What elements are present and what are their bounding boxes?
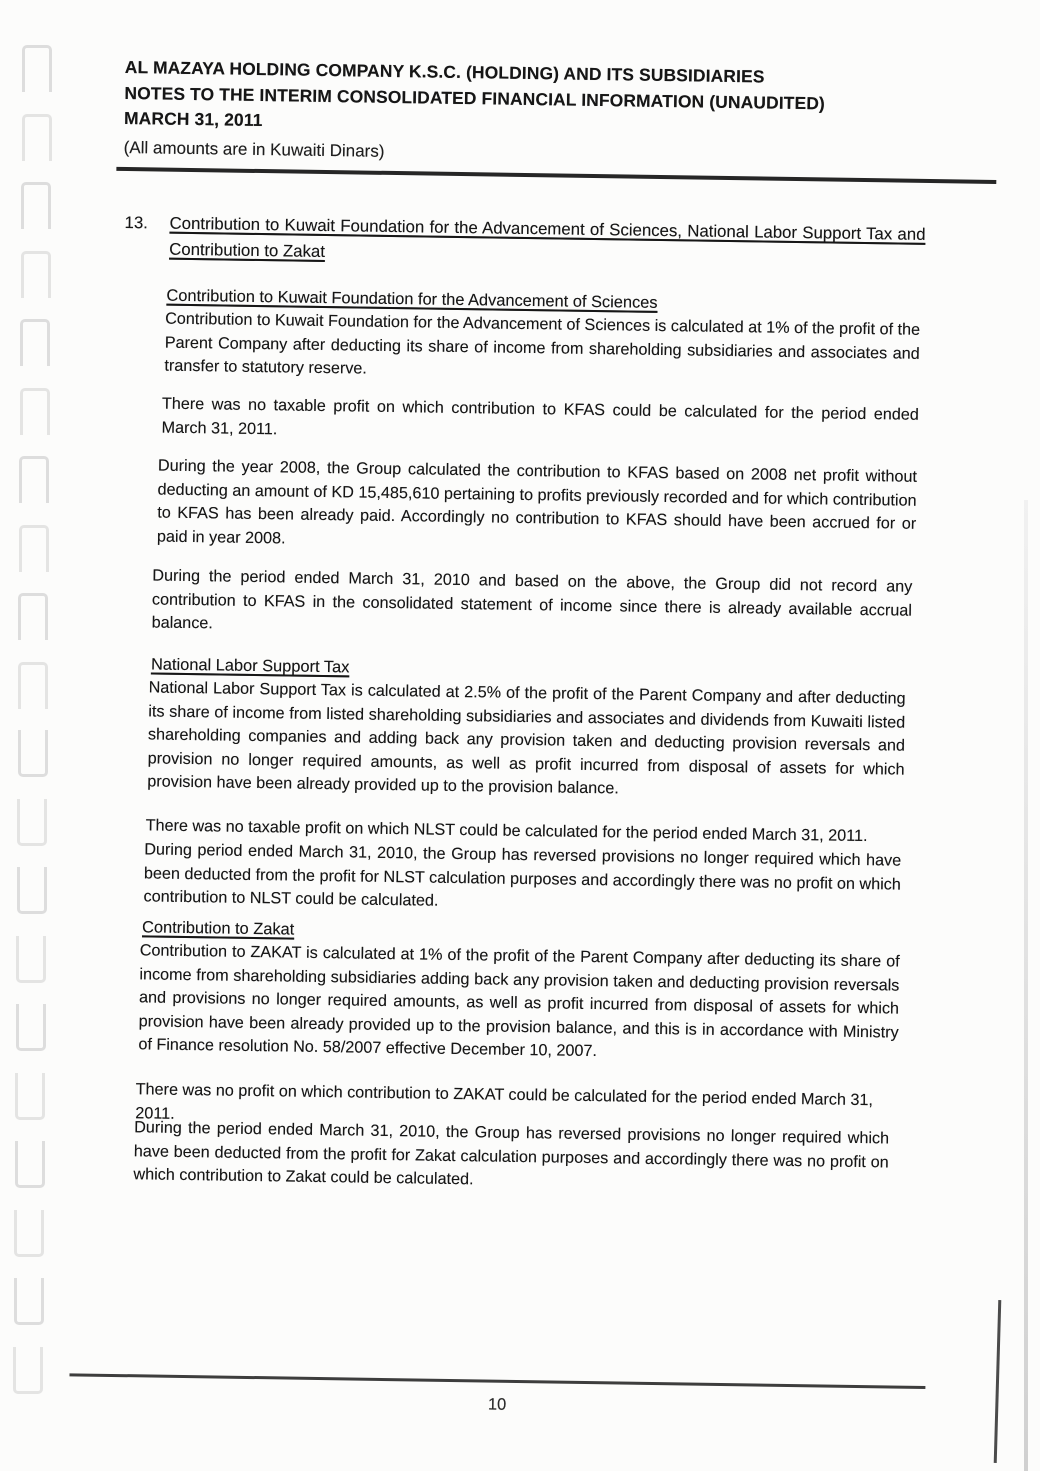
kfas-paragraph-1: Contribution to Kuwait Foundation for the Advancement of Sciences is calculated at 1% of the profit of the Parent Company after deducting its share of income from shareholding subsidiaries and associates and transfer to statutory reserve. — [164, 309, 921, 378]
kfas-paragraph-3: During the year 2008, the Group calculated the contribution to KFAS based on 2008 net profit without deducting an amount of KD 15,485,610 pertaining to profits previously recorded and for which contribution to KFAS has been already paid. Accordingly no contribution to KFAS should have been accrued for or paid in year 2008. — [156, 456, 918, 547]
zakat-paragraph-3: During the period ended March 31, 2010, the Group has reversed provisions no longer required which have been deducted from the profit for Zakat calculation purposes and accordingly there was no profit on which contribution to Zakat could be calculated. — [133, 1118, 890, 1189]
section-heading — [124, 210, 926, 274]
zakat-heading: Contribution to Zakat — [142, 918, 295, 939]
document-header — [124, 55, 1005, 173]
header-date: MARCH 31, 2011 — [123, 107, 263, 131]
kfas-paragraph-2: There was no taxable profit on which contribution to KFAS could be calculated for the period ended March 31, 2011. — [161, 394, 919, 438]
header-currency-note: (All amounts are in Kuwaiti Dinars) — [123, 137, 385, 161]
nlst-heading: National Labor Support Tax — [150, 655, 350, 677]
kfas-paragraph-4: During the period ended March 31, 2010 and based on the above, the Group did not record any contribution to KFAS in the consolidated statement of income since there is already available accrual balance. — [151, 566, 913, 633]
zakat-paragraph-2: There was no profit on which contribution to ZAKAT could be calculated for the period ended March 31, 2011. — [135, 1080, 874, 1123]
nlst-paragraph-2: There was no taxable profit on which NLST could be calculated for the period ended March 31, 2011. — [145, 816, 868, 846]
nlst-paragraph-1: National Labor Support Tax is calculated at 2.5% of the profit of the Parent Company and after deducting its share of income from listed shareholding subsidiaries and associates and dividends from Kuwaiti listed shareholding companies and adding back any provision taken and deducting provision reversals and provision no longer required amounts, as well as profit incurred from disposal of assets for which provision have been already provided up to the provision balance. — [147, 678, 906, 798]
nlst-paragraph-3: During period ended March 31, 2010, the Group has reversed provisions no longer required which have been deducted from the profit for NLST calculation purposes and accordingly there was no profit on which contribution to NLST could be calculated. — [143, 840, 902, 910]
page-number: 10 — [487, 1395, 507, 1414]
section-title: Contribution to Kuwait Foundation for the Advancement of Sciences, National Labor Support Tax and Contribution to Zakat — [169, 213, 926, 261]
kfas-heading: Contribution to Kuwait Foundation for the Advancement of Sciences — [166, 286, 658, 312]
zakat-paragraph-1: Contribution to ZAKAT is calculated at 1% of the profit of the Parent Company after deducting its share of income from shareholding subsidiaries adding back any provision taken and deducting provision reversals and provisions no longer required amounts, as well as profit incurred from disposal of assets for which provision have been already provided up to the provision balance, and this is in accordance with Ministry of Finance resolution No. 58/2007 effective December 10, 2007. — [138, 941, 900, 1061]
section-number: 13. — [124, 213, 149, 233]
footer-rule — [69, 1373, 925, 1389]
header-company-name: AL MAZAYA HOLDING COMPANY K.S.C. (HOLDING) AND ITS SUBSIDIARIES — [124, 57, 765, 87]
page-edge-shadow — [1024, 500, 1028, 1471]
header-document-title: NOTES TO THE INTERIM CONSOLIDATED FINANCIAL INFORMATION (UNAUDITED) — [124, 82, 826, 113]
